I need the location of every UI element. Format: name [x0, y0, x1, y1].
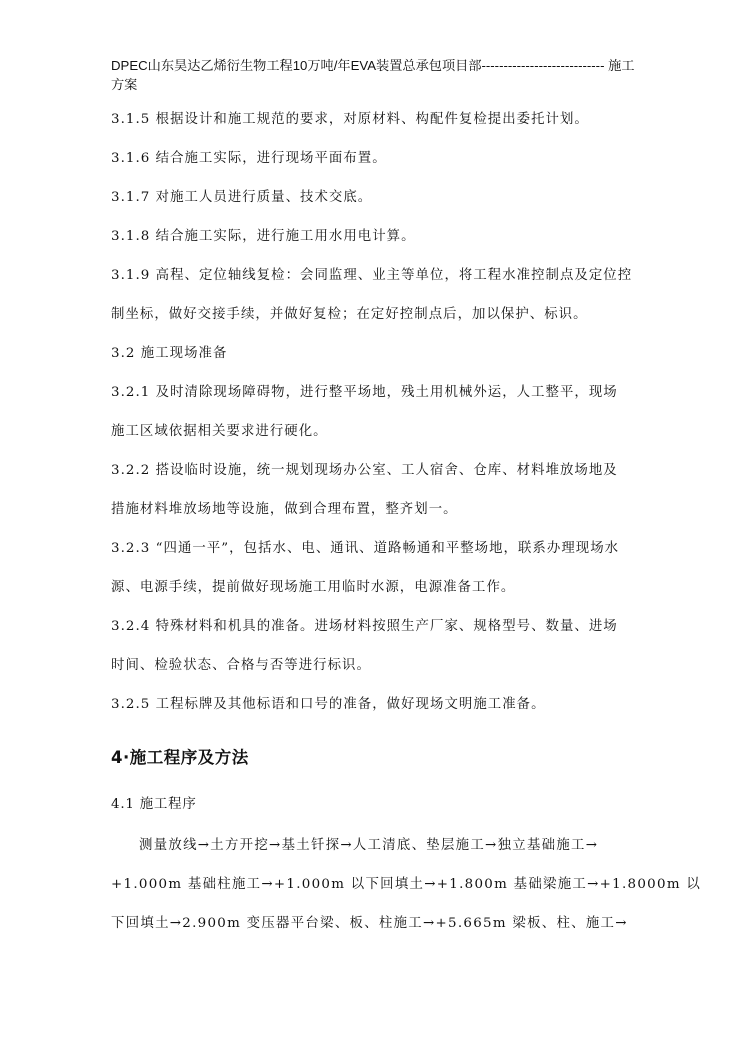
- paragraph-3-2-2-line-1: 3.2.2 搭设临时设施，统一规划现场办公室、工人宿舍、仓库、材料堆放场地及: [111, 463, 618, 478]
- paragraph-3-1-9-line-2: 制坐标，做好交接手续，并做好复检；在定好控制点后，加以保护、标识。: [111, 307, 588, 322]
- paragraph-3-1-5: 3.1.5 根据设计和施工规范的要求，对原材料、构配件复检提出委托计划。: [111, 112, 589, 127]
- procedure-flow-line-3: 下回填土→2.900m 变压器平台梁、板、柱施工→+5.665m 梁板、柱、施工→: [111, 916, 628, 931]
- paragraph-3-1-9-line-1: 3.1.9 高程、定位轴线复检：会同监理、业主等单位，将工程水准控制点及定位控: [111, 268, 633, 283]
- paragraph-3-2-1-line-2: 施工区域依据相关要求进行硬化。: [111, 424, 328, 439]
- section-3-2-title: 3.2 施工现场准备: [111, 346, 228, 361]
- paragraph-3-1-6: 3.1.6 结合施工实际，进行现场平面布置。: [111, 151, 387, 166]
- paragraph-3-2-4-line-1: 3.2.4 特殊材料和机具的准备。进场材料按照生产厂家、规格型号、数量、进场: [111, 619, 618, 634]
- section-4-1-title: 4.1 施工程序: [111, 797, 197, 812]
- paragraph-3-2-1-line-1: 3.2.1 及时清除现场障碍物，进行整平场地，残土用机械外运，人工整平，现场: [111, 385, 618, 400]
- procedure-flow-line-2: +1.000m 基础柱施工→+1.000m 以下回填土→+1.800m 基础梁施工→+1.8000m 以: [111, 877, 702, 892]
- paragraph-3-2-4-line-2: 时间、检验状态、合格与否等进行标识。: [111, 658, 371, 673]
- section-4-heading: 4·施工程序及方法: [111, 748, 249, 767]
- paragraph-3-2-3-line-2: 源、电源手续，提前做好现场施工用临时水源，电源准备工作。: [111, 580, 516, 595]
- paragraph-3-2-5: 3.2.5 工程标牌及其他标语和口号的准备，做好现场文明施工准备。: [111, 697, 546, 712]
- procedure-flow-line-1: 测量放线→土方开挖→基土钎探→人工清底、垫层施工→独立基础施工→: [139, 838, 599, 853]
- paragraph-3-2-3-line-1: 3.2.3 “四通一平”，包括水、电、通讯、道路畅通和平整场地，联系办理现场水: [111, 541, 620, 556]
- page-header: DPEC山东昊达乙烯衍生物工程10万吨/年EVA装置总承包项目部---------------------------- 施工方案: [111, 58, 635, 92]
- document-body: [111, 100, 702, 943]
- paragraph-3-2-2-line-2: 措施材料堆放场地等设施，做到合理布置，整齐划一。: [111, 502, 458, 517]
- paragraph-3-1-8: 3.1.8 结合施工实际，进行施工用水用电计算。: [111, 229, 416, 244]
- paragraph-3-1-7: 3.1.7 对施工人员进行质量、技术交底。: [111, 190, 373, 205]
